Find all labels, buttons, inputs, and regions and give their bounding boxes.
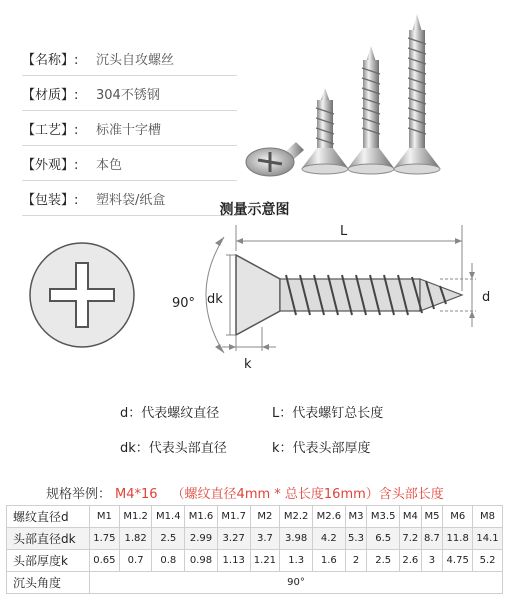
value-cell: 2.5 (152, 528, 185, 550)
spec-key: 【包装】: (22, 192, 79, 208)
spec-key: 【外观】: (22, 157, 79, 173)
value-cell: 3 (421, 550, 443, 572)
size-table-body (7, 506, 503, 594)
example-note: （螺纹直径4mm * 总长度16mm）含头部长度 (171, 487, 444, 502)
diagram-title: 测量示意图 (219, 202, 290, 218)
spec-key: 【工艺】: (22, 122, 79, 138)
value-cell: 0.65 (90, 550, 120, 572)
legend-L: L：代表螺钉总长度 (272, 406, 384, 421)
value-cell: 2.5 (367, 550, 400, 572)
product-photo (230, 10, 509, 185)
row-header: 头部厚度k (7, 550, 90, 572)
value-cell: 1.3 (280, 550, 313, 572)
dk-dimension (226, 255, 236, 335)
value-cell: 1.21 (250, 550, 280, 572)
spec-example (46, 483, 444, 502)
value-cell: 14.1 (473, 528, 503, 550)
size-cell: M1.4 (152, 506, 185, 528)
angle-value-cell: 90° (90, 572, 503, 594)
screw-photo-2 (302, 88, 348, 174)
size-cell: M1.6 (185, 506, 218, 528)
size-cell: M1.7 (217, 506, 250, 528)
value-cell: 11.8 (443, 528, 473, 550)
legend-k: k：代表头部厚度 (272, 441, 371, 456)
screw-photo-3 (348, 46, 394, 174)
value-cell: 3.98 (280, 528, 313, 550)
legend-d: d：代表螺纹直径 (120, 406, 220, 421)
spec-value: 标准十字槽 (96, 122, 162, 138)
size-cell: M3.5 (367, 506, 400, 528)
angle-label: 90° (172, 296, 196, 311)
spec-key: 【材质】: (22, 87, 79, 103)
d-label: d (482, 290, 491, 305)
measurement-diagram (0, 215, 509, 375)
table-header-row (7, 506, 503, 528)
table-row (7, 550, 503, 572)
dk-label: dk (207, 292, 223, 307)
table-row (7, 528, 503, 550)
value-cell: 8.7 (421, 528, 443, 550)
size-cell: M1.2 (119, 506, 152, 528)
k-label: k (244, 357, 252, 372)
size-cell: M4 (400, 506, 422, 528)
L-label: L (340, 224, 348, 239)
screw-photo-1 (246, 142, 304, 176)
value-cell: 4.2 (313, 528, 346, 550)
value-cell: 3.27 (217, 528, 250, 550)
head-top-view (30, 243, 134, 347)
value-cell: 2 (345, 550, 367, 572)
value-cell: 7.2 (400, 528, 422, 550)
example-value: M4*16 (115, 487, 158, 502)
spec-row-name (22, 40, 237, 76)
angle-arrow-top (215, 237, 224, 246)
value-cell: 4.75 (443, 550, 473, 572)
table-angle-row (7, 572, 503, 594)
value-cell: 1.82 (119, 528, 152, 550)
value-cell: 6.5 (367, 528, 400, 550)
value-cell: 1.13 (217, 550, 250, 572)
value-cell: 0.98 (185, 550, 218, 572)
size-cell: M2 (250, 506, 280, 528)
size-cell: M5 (421, 506, 443, 528)
angle-arrow-bottom (215, 344, 224, 353)
row-header: 螺纹直径d (7, 506, 90, 528)
row-header: 沉头角度 (7, 572, 90, 594)
value-cell: 2.99 (185, 528, 218, 550)
value-cell: 2.6 (400, 550, 422, 572)
size-cell: M2.2 (280, 506, 313, 528)
spec-value: 塑料袋/纸盒 (96, 192, 166, 208)
size-cell: M1 (90, 506, 120, 528)
size-table (6, 505, 503, 594)
row-header: 头部直径dk (7, 528, 90, 550)
spec-list (22, 40, 237, 216)
legend-dk: dk：代表头部直径 (120, 441, 227, 456)
size-cell: M2.6 (313, 506, 346, 528)
spec-row-process (22, 111, 237, 146)
size-cell: M8 (473, 506, 503, 528)
example-label: 规格举例： (46, 487, 112, 502)
spec-row-appearance (22, 146, 237, 181)
spec-value: 沉头自攻螺丝 (96, 52, 175, 68)
spec-row-material (22, 76, 237, 111)
value-cell: 0.7 (119, 550, 152, 572)
value-cell: 5.3 (345, 528, 367, 550)
value-cell: 1.75 (90, 528, 120, 550)
spec-key: 【名称】: (22, 52, 79, 68)
size-cell: M3 (345, 506, 367, 528)
screw-side-view (236, 255, 462, 335)
size-cell: M6 (443, 506, 473, 528)
value-cell: 0.8 (152, 550, 185, 572)
value-cell: 3.7 (250, 528, 280, 550)
spec-value: 本色 (96, 157, 123, 173)
screw-photo-4 (394, 14, 440, 174)
spec-value: 304不锈钢 (96, 87, 160, 103)
value-cell: 5.2 (473, 550, 503, 572)
value-cell: 1.6 (313, 550, 346, 572)
